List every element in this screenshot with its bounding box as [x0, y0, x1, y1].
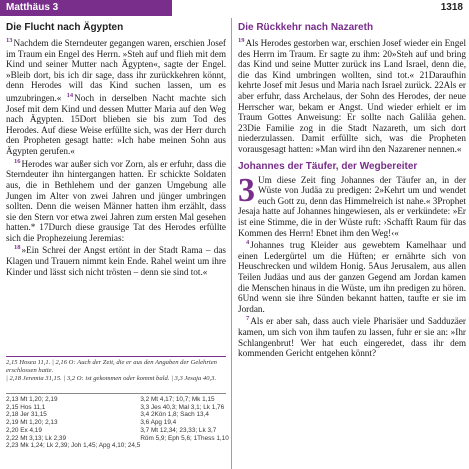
book-chapter-label: Matthäus 3: [0, 0, 172, 16]
cross-reference: Röm 5,9; Eph 5,6; 1Thess 1,10: [140, 434, 229, 442]
section-title-flight-to-egypt: Die Flucht nach Ägypten: [6, 22, 124, 33]
verse-number: 18: [14, 244, 21, 252]
paragraph-text: Johannes trug Kleider aus gewebtem Kamelhaar und einen Ledergürtel um die Hüften; er ernährte sich von Heuschrecken und wildem Honig. 5Aus Jerusalem, aus allen Teilen Judäas und aus der ganzen Gegend am Jordan kamen die Menschen hinaus in die Wüste, um ihn predigen zu hören. 6Und wenn sie ihre Sünden bekannt hatten, taufte er sie im Jordan.: [238, 240, 466, 314]
footnotes: [6, 356, 226, 383]
paragraph-text: Als Herodes gestorben war, erschien Josef wieder ein Engel des Herrn im Traum. Er sagte zu ihm: 20»Steh auf und bring das Kind und seine Mutter zurück ins Land Israel, denn die, die das Kind umbringen wollten, sind tot.« 21Daraufhin kehrte Josef mit Jesus und Maria nach Israel zurück. 22Als er aber erfuhr, dass Archelaus, der Sohn des Herodes, der neue Herrscher war, bekam er Angst. Und wieder erhielt er im Traum Gottes Anweisung: Er sollte nach Galiläa gehen. 23Die Familie zog in die Stadt Nazareth, um sich dort niederzulassen. Damit erfüllte sich, was die Propheten vorausgesagt hatten: »Man wird ihn den Nazarener nennen.«: [238, 38, 466, 154]
paragraph: [6, 36, 226, 157]
verse-number: 4: [246, 239, 250, 247]
paragraph-text: Herodes war außer sich vor Zorn, als er erfuhr, dass die Sterndeuter ihn hintergangen hatten. Er schickte Soldaten aus, die in Bethlehem und der ganzen Umgebung alle Jungen im Alter von zwei Jahren und jünger umbringen sollten. Denn die weisen Männer hatten ihm erzählt, dass sie den Stern vor etwa zwei Jahren zum ersten Mal gesehen hatten.* 17Durch diese grausige Tat des Herodes erfüllte sich die Prophezeiung Jeremias:: [6, 158, 226, 243]
verse-number: 19: [238, 37, 245, 44]
right-column: [238, 22, 466, 359]
cross-reference: 3,6 Apg 19,4: [140, 419, 177, 427]
section-title-return-to-nazareth: Die Rückkehr nach Nazareth: [238, 22, 374, 33]
footnote-line: 2,15 Hosea 11,1. | 2,16 O: Auch der Zeit, die er aus den Angaben der Gelehrten erschlossen hatte.: [6, 359, 217, 374]
section-title-john-the-baptist: Johannes der Täufer, der Wegbereiter: [238, 160, 418, 172]
paragraph: [238, 36, 466, 155]
cross-reference: 2,22 Mt 3,13; Lk 2,39: [6, 434, 67, 442]
cross-reference: 2,23 Mk 1,24; Lk 2,39; Joh 1,45; Apg 4,10; 24,5: [6, 442, 141, 450]
paragraph: [6, 243, 226, 277]
cross-reference: 2,18 Jer 31,15: [6, 411, 47, 419]
paragraph-text: Um diese Zeit fing Johannes der Täufer an, in der Wüste von Judäa zu predigen: 2»Kehrt um und wendet euch Gott zu, denn das Himmelreich ist nahe.« 3Prophet Jesaja hatte auf Johannes hingewiesen, als er verkündete: »Er ist eine Stimme, die in der Wüste ruft: ›Schafft Raum für das Kommen des Herrn! Ebnet ihm den Weg!‹«: [238, 174, 466, 238]
cross-reference: 3,2 Mt 4,17; 10,7; Mk 1,15: [140, 396, 215, 403]
paragraph: [6, 157, 226, 244]
cross-reference: 3,7 Mt 12,34; 23,33; Lk 3,7: [140, 426, 217, 434]
cross-reference: 2,13 Mt 1,20; 2,19: [6, 396, 58, 403]
verse-number: 7: [246, 315, 250, 323]
verse-number: 13: [6, 37, 13, 44]
cross-reference: 2,20 Ex 4,19: [6, 426, 42, 434]
cross-reference: 2,15 Hos 11,1: [6, 403, 46, 411]
verse-number: 16: [14, 157, 21, 165]
left-column: [6, 22, 226, 277]
page-header: [0, 0, 469, 16]
cross-reference-column: [6, 396, 140, 450]
cross-reference: 2,19 Mt 1,20; 2,13: [6, 419, 58, 427]
paragraph: [238, 171, 466, 239]
paragraph-text: Noch in derselben Nacht machte sich Josef mit dem Kind und dessen Mutter Maria auf den Weg nach Ägypten. 15Dort blieben sie bis zum Tod des Herodes. Auf diese Weise erfüllte sich, was der Herr durch den Propheten gesagt hatte: »Ich habe meinen Sohn aus Ägypten gerufen.«: [6, 93, 226, 157]
paragraph: [238, 314, 466, 358]
paragraph: [238, 238, 466, 314]
page-number: 1318: [440, 2, 463, 13]
cross-reference: 3,4 2Kön 1,8; Sach 13,4: [140, 411, 209, 419]
paragraph-text: »Ein Schrei der Angst ertönt in der Stadt Rama – das Klagen und Trauern nimmt kein Ende. Rahel weint um ihre Kinder und lässt sich nicht trösten – denn sie sind tot.«: [6, 245, 226, 277]
cross-reference: 3,3 Jes 40,3; Mal 3,1; Lk 1,76: [140, 403, 225, 411]
cross-reference-column: [140, 396, 228, 450]
verse-number: 14: [66, 92, 74, 100]
column-divider: [231, 18, 232, 469]
footnote-line: | 2,18 Jeremia 31,15. | 3,2 O: ist gekommen oder kommt bald. | 3,3 Jesaja 40,3.: [6, 375, 217, 382]
chapter-drop-cap: 3: [238, 171, 255, 209]
paragraph-text: Als er aber sah, dass auch viele Pharisäer und Sadduzäer kamen, um sich von ihm taufen zu lassen, fuhr er sie an: »Ihr Schlangenbrut! Wer hat euch eingeredet, dass ihr dem kommenden Gericht entgehen könnt?: [238, 316, 466, 359]
paragraph-text: Nachdem die Sterndeuter gegangen waren, erschien Josef im Traum ein Engel des Herrn. »Steh auf und flieh mit dem Kind und seiner Mutter nach Ägypten«, sagte der Engel. »Bleib dort, bis ich dir sage, dass ihr zurückkehren könnt, denn Herodes will das Kind suchen lassen, um es umzubringen.«: [6, 38, 226, 104]
cross-references: [6, 393, 229, 450]
